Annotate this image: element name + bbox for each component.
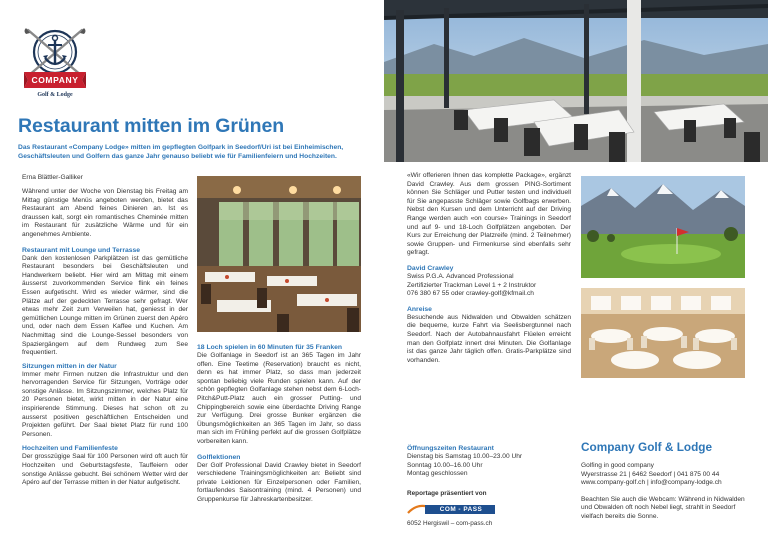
hours-line: Dienstag bis Samstag 10.00–23.00 Uhr	[407, 453, 523, 460]
opening-hours	[407, 444, 571, 479]
compass-footer: 6052 Hergiswil – com-pass.ch	[407, 520, 493, 527]
heading-lounge: Restaurant mit Lounge und Terrasse	[22, 246, 141, 254]
logo-sub-text: Golf & Lodge	[37, 92, 73, 98]
contact-line: Swiss P.G.A. Advanced Professional	[407, 272, 514, 280]
logo-brand-text: COMPANY	[31, 75, 79, 85]
column-1	[22, 188, 188, 488]
column-3	[407, 172, 571, 365]
contact-line: Zertifizierter Trackman Level 1 + 2 Instruktor	[407, 281, 537, 289]
company-logo	[18, 22, 92, 104]
lead-paragraph: Das Restaurant «Company Lodge» mitten im gepflegten Golfpark in Seedorf/Uri ist bei Einheimischen, Geschäftsleuten und Golfern das ganze Jahr genauso beliebt wie für Familienfeiern und Hochzeiten.	[18, 144, 344, 160]
hours-title: Öffnungszeiten Restaurant	[407, 445, 494, 452]
paragraph-golf-lessons: Der Golf Professional David Crawley bietet in Seedorf verschiedene Trainingsmöglichkeiten an: Beliebt sind private Lektionen für Einzelpersonen oder Familien, fortlaufendes Saisontraining (mind. 4 Personen) und Gruppenkurse für Jahreskartenbesitzer.	[197, 461, 361, 503]
heading-golf-lessons: Golflektionen	[197, 453, 241, 461]
heading-18-hole: 18 Loch spielen in 60 Minuten für 35 Franken	[197, 344, 343, 351]
paragraph-meetings: Immer mehr Firmen nutzen die Infrastruktur und den hervorragenden Service für Sitzungen, Vorträge oder sonstige Anlässe. Im Sitzungszimmer, welches Platz für 20 Personen bietet, wirkt mitten in der Natur eine inspirierende Stimmung. Dieses hat schon oft zu ausserst positiven geschäftlichen Entscheiden und Projekten geführt. Der Saal bietet Platz für rund 100 Personen.	[22, 370, 188, 438]
terrace-photo	[384, 0, 768, 162]
column-2	[197, 343, 361, 505]
hours-line: Sonntag 10.00–16.00 Uhr	[407, 461, 483, 469]
paragraph-package: «Wir offerieren Ihnen das komplette Package», ergänzt David Crawley. Aus dem grossen PING-Sortiment können Sie Schläger und Putter testen und individuell für Sie angepasste Schläger sowie Golfbags erwerben. Nebst den Kursen und dem Unterricht auf der Driving Range werden auch «on course» Trainings in Seedorf und auf 9- und 18-Loch Golfplätzen angeboten. Der Kurs zur Erreichung der Platzreife (mind. 2 Teilnehmer) sowie Gruppen- und Firmenkurse sind ebenfalls sehr gefragt.	[407, 172, 571, 257]
golf-course-photo	[581, 176, 745, 278]
contact-line: 076 380 67 55 oder crawley-golf@kfmail.ch	[407, 290, 534, 298]
company-info-line: Golfing in good company	[581, 462, 654, 469]
paragraph-lounge: Dank den kostenlosen Parkplätzen ist das gemütliche Restaurant besonders bei Geschäftsleuten und Handwerkern beliebt. Hier wird am Mittag mit einem äusserst zuvorkommenden Service flink ein feines Essen aufgetischt. Wird es wieder wärmer, sind die Plätze auf der gedeckten Terrasse sehr gefragt. Wer etwas mehr Zeit zum Verweilen hat, geniesst in der gemütlichen Lounge mitten im Grünen zuerst den Apéro und, oder nach dem Essen Kaffee und Kuchen. Am Nachmittag sind die Lounge-Sessel besonders von Spaziergängern auf dem Rundweg zum See frequentiert.	[22, 254, 188, 357]
heading-meetings: Sitzungen mitten in der Natur	[22, 362, 117, 370]
company-info-line: www.company-golf.ch | info@company-lodge.ch	[581, 479, 722, 487]
banquet-hall-photo	[581, 288, 745, 378]
paragraph-weddings: Der grosszügige Saal für 100 Personen wird oft auch für Hochzeiten und Geburtstagsfeste, Tauffeiern oder sonstige Anlässe gebucht. Bei schönem Wetter wird der Apéro auf der Terrasse mitten in der Natur aufgetischt.	[22, 453, 188, 487]
restaurant-interior-photo	[197, 176, 361, 332]
author: Erna Blättler-Galliker	[22, 174, 83, 181]
company-info	[581, 462, 751, 522]
paragraph-arrival: Besuchende aus Nidwalden und Obwalden schätzen die bequeme, kurze Fahrt via Seelisbergtunnel nach Seedorf. Nach der Autobahnausfahrt Flüelen erreicht man den Golfplatz innert drei Minuten. Die Golfanlage ist das ganze Jahr täglich offen. Gratis-Parkplätze sind vorhanden.	[407, 313, 571, 364]
company-title: Company Golf & Lodge	[581, 440, 713, 454]
heading-arrival: Anreise	[407, 305, 432, 313]
company-info-line: Wyerstrasse 21 | 6462 Seedorf | 041 875 00 44	[581, 470, 720, 478]
heading-weddings: Hochzeiten und Familienfeste	[22, 445, 118, 453]
hours-line: Montag geschlossen	[407, 470, 468, 478]
paragraph-golf-course: Die Golfanlage in Seedorf ist an 365 Tagen im Jahr offen. Eine Teetime (Reservation) braucht es nicht, denn es hat immer Platz, so dass man jederzeit spontan beliebig viele Runden spielen kann. Auf der schön gepflegten Golfanlage stehen nebst dem 6-Loch-Pitch&Putt-Platz auch ein grosser Putting- und Chippingbereich sowie eine überdachte Driving Range zur Verfügung. Drei grosse Bunker ergänzen die Übungsmöglichkeiten an 365 Tagen im Jahr, so dass man sich im Frühling perfekt auf die grossen Golfplätze vorbereiten kann.	[197, 352, 361, 445]
contact-name: David Crawley	[407, 264, 454, 272]
reportage-label: Reportage präsentiert von	[407, 490, 487, 497]
compass-logo-text: COM - PASS	[439, 506, 483, 513]
intro-paragraph: Während unter der Woche von Dienstag bis Freitag am Mittag günstige Menüs angeboten werden, bietet das Restaurant am Abend feines Dinieren an. Ist es draussen kalt, sorgt ein romantisches Cheminée mitten im Restaurant für zusätzliche Wärme und für ein angenehmes Ambiente.	[22, 188, 188, 238]
compass-logo	[407, 502, 497, 516]
webcam-note: Beachten Sie auch die Webcam: Während in Nidwalden und Obwalden oft noch Nebel liegt, strahlt in Seedorf vielfach bereits die Sonne.	[581, 495, 745, 520]
page-title: Restaurant mitten im Grünen	[18, 115, 285, 137]
